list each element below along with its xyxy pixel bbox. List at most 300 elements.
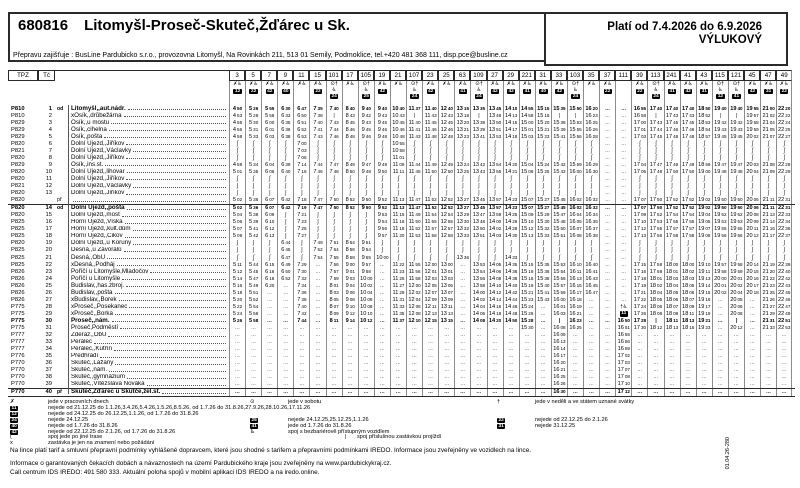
time-cell: … (744, 389, 760, 396)
workday-wheelchair-icon: ✗♿ (748, 81, 757, 87)
time-cell: 18 03 (680, 275, 696, 282)
time-cell: 4 50 (229, 105, 245, 112)
time-cell: … (245, 332, 261, 339)
tc-cell: 30 (45, 317, 52, 324)
odpr-cell (55, 282, 69, 289)
time-cell: … (503, 367, 519, 374)
other-route-icon: ʃ (574, 247, 577, 254)
time-cell: 16 35 (583, 219, 599, 226)
time-cell: 17 57 (664, 226, 680, 233)
other-route-icon: ʃ (446, 240, 448, 247)
time-cell (406, 112, 422, 119)
time-cell: … (599, 268, 615, 275)
other-route-icon: ʃ (349, 183, 351, 190)
time-cell: 9 58 (358, 268, 374, 275)
time-cell: … (438, 332, 454, 339)
time-cell: 11 27 (390, 282, 406, 289)
other-route-icon: ʃ (703, 254, 705, 261)
stop-row (8, 332, 795, 339)
time-cell: 8 03 (326, 289, 342, 296)
trip-number-cell: 121 (728, 70, 744, 81)
time-cell: … (680, 374, 696, 381)
time-cell (551, 254, 567, 261)
other-route-icon: ʃ (365, 140, 367, 147)
time-cell: … (583, 303, 599, 310)
time-cell: 14 23 (503, 197, 519, 204)
time-cell: … (309, 360, 325, 367)
other-route-icon: ʃ (639, 175, 641, 182)
time-cell: … (374, 310, 390, 317)
time-cell (277, 175, 293, 182)
time-cell: 10 43 (390, 112, 406, 119)
time-cell: 10 55 (390, 140, 406, 147)
other-route-icon: ʃ (655, 254, 657, 261)
time-cell: 12 13 (422, 310, 438, 317)
time-cell (470, 140, 486, 147)
time-cell: 4 58 (229, 133, 245, 140)
time-cell: 6 03 (261, 133, 277, 140)
time-cell: 15 43 (551, 168, 567, 175)
dotted-leader (107, 255, 226, 259)
time-cell: … (647, 353, 663, 360)
other-route-icon: ʃ (542, 254, 544, 261)
time-cell (696, 183, 712, 190)
time-cell: … (567, 389, 583, 396)
time-cell: 17 45 (680, 119, 696, 126)
other-route-icon: ʃ (494, 183, 496, 190)
time-cell: 13 59 (487, 212, 503, 219)
time-cell: … (358, 339, 374, 346)
dotted-leader (115, 290, 226, 294)
stop-name: Dolní Újezd,,most (69, 212, 229, 219)
other-route-icon: ʃ (349, 212, 351, 219)
trip-number-cell: 31 (535, 70, 551, 81)
dotted-leader (104, 134, 226, 138)
time-cell: … (583, 374, 599, 381)
time-cell (406, 140, 422, 147)
time-cell: … (615, 112, 631, 119)
tc-cell: 23 (45, 268, 52, 275)
time-cell (567, 140, 583, 147)
other-route-icon: ʃ (687, 240, 689, 247)
time-cell: 12 52 (438, 205, 454, 212)
time-cell (647, 190, 663, 197)
time-cell: 16 13 (567, 275, 583, 282)
time-cell: … (615, 168, 631, 175)
time-cell: 12 10 (406, 317, 422, 324)
time-cell: … (309, 324, 325, 331)
time-cell: … (599, 183, 615, 190)
time-cell (664, 254, 680, 261)
time-cell (776, 140, 792, 147)
time-cell: … (454, 268, 470, 275)
time-cell: 8 58 (342, 254, 358, 261)
time-cell: … (261, 360, 277, 367)
time-cell (309, 147, 325, 154)
time-cell (519, 240, 535, 247)
time-cell: … (422, 353, 438, 360)
time-cell: … (406, 346, 422, 353)
time-cell (776, 190, 792, 197)
time-cell (535, 147, 551, 154)
time-cell: 17 01 (631, 126, 647, 133)
time-cell: 15 24 (535, 161, 551, 168)
note-badge: 24 (572, 94, 579, 99)
time-cell: 17 43 (647, 119, 663, 126)
time-cell: 5 44 (245, 261, 261, 268)
time-cell: 15 36 (535, 268, 551, 275)
other-route-icon: ʃ (413, 140, 416, 147)
other-route-icon: ʃ (494, 247, 496, 254)
time-cell (583, 175, 599, 182)
time-cell: 15 07 (519, 197, 535, 204)
time-cell: 19 40 (728, 105, 744, 112)
other-route-icon: ʃ (639, 254, 641, 261)
other-route-icon: ʃ (719, 254, 722, 261)
time-cell: 14 05 (487, 261, 503, 268)
time-cell: … (326, 324, 342, 331)
time-cell (261, 240, 277, 247)
operator-value: : BusLine Pardubicko s.r.o., provozovna Litomyšl, Na Rovinkách 211, 513 01 Semily, Podmoklice, tel.+420 481 368 111, disp.pce@busline.cz (71, 52, 508, 59)
other-route-icon: ʃ (478, 183, 480, 190)
tc-cell: 16 (45, 219, 52, 226)
other-route-icon: ʃ (751, 254, 754, 261)
time-cell: … (664, 381, 680, 388)
odpr-cell (55, 360, 69, 367)
other-route-icon: ʃ (671, 140, 673, 147)
other-route-icon: ʃ (574, 183, 577, 190)
stop-name: Dolní Újezd,,Václavky (69, 183, 229, 190)
pass-through-icon: | (558, 317, 561, 324)
time-cell (454, 247, 470, 254)
other-route-icon: ʃ (413, 247, 416, 254)
time-cell: 16 26 (551, 381, 567, 388)
time-cell: … (422, 374, 438, 381)
time-cell: … (309, 289, 325, 296)
other-route-icon: ʃ (478, 140, 480, 147)
stop-name: Osík,,pošta (69, 133, 229, 140)
odpr-cell (55, 346, 69, 353)
note-badge: 42 (749, 88, 756, 94)
time-cell: 17 10 (631, 219, 647, 226)
time-cell: … (760, 353, 776, 360)
time-cell: 21 13 (760, 212, 776, 219)
other-route-icon: ʃ (703, 154, 705, 161)
time-cell: 12 43 (438, 112, 454, 119)
trip-header-row (8, 70, 795, 81)
time-cell (664, 240, 680, 247)
time-cell (728, 317, 744, 324)
time-cell: … (680, 389, 696, 396)
other-route-icon: ʃ (735, 254, 738, 261)
time-cell: … (261, 374, 277, 381)
time-cell: … (342, 353, 358, 360)
time-cell: 9 55 (358, 254, 374, 261)
tc-cell: 15 (45, 212, 52, 219)
time-cell: … (631, 339, 647, 346)
time-cell: 17 52 (680, 197, 696, 204)
trip-symbols-cell (535, 81, 551, 105)
time-cell (519, 175, 535, 182)
time-cell (664, 140, 680, 147)
time-cell: 7 44 (326, 126, 342, 133)
other-route-icon: ʃ (687, 254, 689, 261)
time-cell (631, 190, 647, 197)
time-cell: … (438, 374, 454, 381)
odpr-cell (55, 332, 69, 339)
legend-symbol: x (10, 440, 13, 447)
time-cell: … (631, 332, 647, 339)
time-cell: … (229, 381, 245, 388)
time-cell: 6 16 (261, 268, 277, 275)
time-cell: … (374, 289, 390, 296)
time-cell: 9 14 (342, 317, 358, 324)
timetable-grid (8, 70, 795, 397)
time-cell: 15 18 (519, 275, 535, 282)
time-cell (487, 140, 503, 147)
time-cell (454, 140, 470, 147)
time-cell: 15 45 (551, 205, 567, 212)
time-cell: … (422, 389, 438, 396)
time-cell: 7 59 (326, 275, 342, 282)
call-centre-note: Call centrum IDS IREDO: 491 580 333. Aktuální poloha spojů v mobilní aplikaci IDS IREDO a na iredo.online. (10, 469, 320, 476)
tc-cell: 32 (45, 332, 52, 339)
other-route-icon: ʃ (365, 219, 367, 226)
time-cell: 9 42 (358, 112, 374, 119)
time-cell: 18 04 (647, 289, 663, 296)
time-cell: 16 09 (551, 332, 567, 339)
timetable (8, 70, 795, 397)
iredo-info-note: Informace o garantovaných čekacích dobách a návaznostech na území Pardubického kraje jsou zveřejněny na www.pardubickykraj.cz. (10, 460, 392, 467)
time-cell (728, 140, 744, 147)
time-cell: … (615, 154, 631, 161)
time-cell (358, 226, 374, 233)
dotted-leader (112, 318, 226, 322)
note-badge: 24 (331, 94, 337, 99)
tpz-cell: P770 (11, 389, 25, 396)
time-cell: … (470, 339, 486, 346)
time-cell: … (744, 339, 760, 346)
time-cell: … (245, 367, 261, 374)
tc-cell: 13 (45, 190, 52, 197)
time-cell: … (277, 310, 293, 317)
note-badge: 25 (251, 417, 257, 423)
time-cell: 13 48 (470, 219, 486, 226)
legend-symbol: | (345, 434, 347, 441)
other-route-icon: ʃ (526, 254, 528, 261)
time-cell (487, 254, 503, 261)
time-cell: 14 13 (503, 112, 519, 119)
time-cell (406, 254, 422, 261)
time-cell: … (712, 346, 728, 353)
workday-wheelchair-icon: ✗♿ (313, 81, 323, 87)
other-route-icon: ʃ (590, 147, 593, 154)
other-route-icon: ʃ (252, 140, 255, 147)
other-route-icon: ʃ (526, 154, 528, 161)
time-cell (229, 183, 245, 190)
other-route-icon: ʃ (462, 154, 464, 161)
time-cell: … (647, 367, 663, 374)
stop-name: Budislav,,has.zbroj. (69, 282, 229, 289)
time-cell: 10 00 (358, 275, 374, 282)
time-cell: 21 31 (760, 317, 776, 324)
time-cell (728, 190, 744, 197)
other-route-icon: ʃ (687, 147, 689, 154)
time-cell: 9 01 (342, 268, 358, 275)
time-cell: 11 41 (406, 126, 422, 133)
time-cell: … (470, 360, 486, 367)
time-cell: 18 03 (664, 275, 680, 282)
time-cell (664, 183, 680, 190)
time-cell: 15 29 (535, 212, 551, 219)
time-cell: … (390, 339, 406, 346)
time-cell (358, 190, 374, 197)
time-cell: … (712, 296, 728, 303)
time-cell: 6 53 (293, 133, 309, 140)
dotted-leader (94, 340, 226, 344)
other-route-icon: ʃ (735, 183, 738, 190)
time-cell: … (615, 183, 631, 190)
time-cell: 15 26 (519, 310, 535, 317)
time-cell: 18 15 (680, 324, 696, 331)
trip-symbols-cell (309, 81, 325, 105)
time-cell: 19 23 (696, 324, 712, 331)
time-cell: … (261, 367, 277, 374)
time-cell: … (744, 381, 760, 388)
time-cell: 16 00 (551, 296, 567, 303)
time-cell: … (535, 346, 551, 353)
time-cell: 17 58 (664, 233, 680, 240)
trip-number-cell: 39 (631, 70, 647, 81)
tpz-cell: P825 (11, 219, 25, 226)
time-cell (551, 247, 567, 254)
trip-symbols-cell (342, 81, 358, 105)
time-cell: … (261, 332, 277, 339)
time-cell: … (664, 367, 680, 374)
other-route-icon: ʃ (430, 183, 432, 190)
wheelchair-icon: ♿ (734, 86, 739, 93)
time-cell (680, 140, 696, 147)
time-cell: 16 43 (583, 275, 599, 282)
time-cell: 17 12 (615, 389, 631, 396)
time-cell: … (309, 339, 325, 346)
stop-name: Horní Újezd,,Cikov (69, 233, 229, 240)
time-cell: 12 11 (422, 303, 438, 310)
time-cell: 19 40 (712, 105, 728, 112)
stop-name: xBudislav,,Borek (69, 296, 229, 303)
stop-row (8, 147, 795, 154)
time-cell: 18 13 (664, 324, 680, 331)
stop-row (8, 183, 795, 190)
tpz-cell: P776 (11, 353, 25, 360)
other-route-icon: ʃ (349, 219, 351, 226)
time-cell: 7 46 (309, 168, 325, 175)
time-cell: 21 14 (760, 219, 776, 226)
time-cell: 15 30 (535, 219, 551, 226)
other-route-icon: ʃ (719, 183, 722, 190)
time-cell: … (374, 381, 390, 388)
time-cell: … (406, 389, 422, 396)
time-cell: 16 47 (583, 289, 599, 296)
time-cell: 11 29 (390, 289, 406, 296)
odpr-cell (55, 268, 69, 275)
time-cell (277, 154, 293, 161)
stop-name: Skuteč,,Lažany (69, 360, 229, 367)
time-cell: 6 51 (293, 119, 309, 126)
time-cell: 5 26 (245, 105, 261, 112)
time-cell: 20 18 (744, 289, 760, 296)
time-cell: 16 11 (567, 268, 583, 275)
odpr-cell (55, 154, 69, 161)
time-cell: 18 00 (664, 261, 680, 268)
tc-cell: 7 (48, 147, 52, 154)
time-cell: … (229, 332, 245, 339)
time-cell: 15 51 (551, 233, 567, 240)
time-cell: 5 02 (229, 205, 245, 212)
time-cell: 13 56 (470, 275, 486, 282)
other-route-icon: ʃ (301, 254, 303, 261)
note-badge: 41 (733, 94, 740, 99)
time-cell: … (599, 226, 615, 233)
time-cell: … (454, 346, 470, 353)
time-cell: 15 15 (535, 105, 551, 112)
stop-name: Osík,,u mostu (69, 119, 229, 126)
other-route-icon: ʃ (430, 247, 432, 254)
time-cell: 19 59 (728, 268, 744, 275)
time-cell: … (599, 212, 615, 219)
time-cell: … (599, 261, 615, 268)
time-cell (631, 147, 647, 154)
tpz-cell: P826 (11, 275, 25, 282)
time-cell: 9 03 (342, 275, 358, 282)
time-cell: … (760, 332, 776, 339)
time-cell: … (519, 389, 535, 396)
time-cell: 5 18 (229, 289, 245, 296)
time-cell (760, 247, 776, 254)
time-cell: 5 29 (245, 112, 261, 119)
other-route-icon: ʃ (542, 240, 544, 247)
note-badge: 42 (428, 88, 434, 94)
legend-text: jede v neděli a ve státem uznané svátky (535, 399, 635, 405)
time-cell: 14 15 (503, 119, 519, 126)
time-cell: 15 23 (519, 296, 535, 303)
time-cell: 17 43 (680, 112, 696, 119)
time-cell: 17 09 (631, 212, 647, 219)
dotted-leader (124, 248, 226, 252)
time-cell (776, 183, 792, 190)
time-cell: … (599, 126, 615, 133)
time-cell (277, 226, 293, 233)
other-route-icon: ʃ (767, 154, 770, 161)
time-cell: 16 56 (615, 339, 631, 346)
time-cell: … (776, 381, 792, 388)
other-route-icon: ʃ (494, 254, 496, 261)
time-cell: … (615, 126, 631, 133)
other-route-icon: ʃ (703, 183, 705, 190)
time-cell (503, 140, 519, 147)
time-cell (696, 154, 712, 161)
time-cell: 22 22 (778, 112, 791, 119)
time-cell: 13 24 (454, 161, 470, 168)
time-cell: … (599, 161, 615, 168)
time-cell: 8 48 (342, 133, 358, 140)
other-route-icon: ʃ (655, 147, 657, 154)
time-cell (438, 147, 454, 154)
time-cell: 18 01 (647, 275, 663, 282)
time-cell: 20 01 (712, 282, 728, 289)
trip-number-cell: 41 (680, 70, 696, 81)
time-cell: 9 56 (374, 226, 390, 233)
